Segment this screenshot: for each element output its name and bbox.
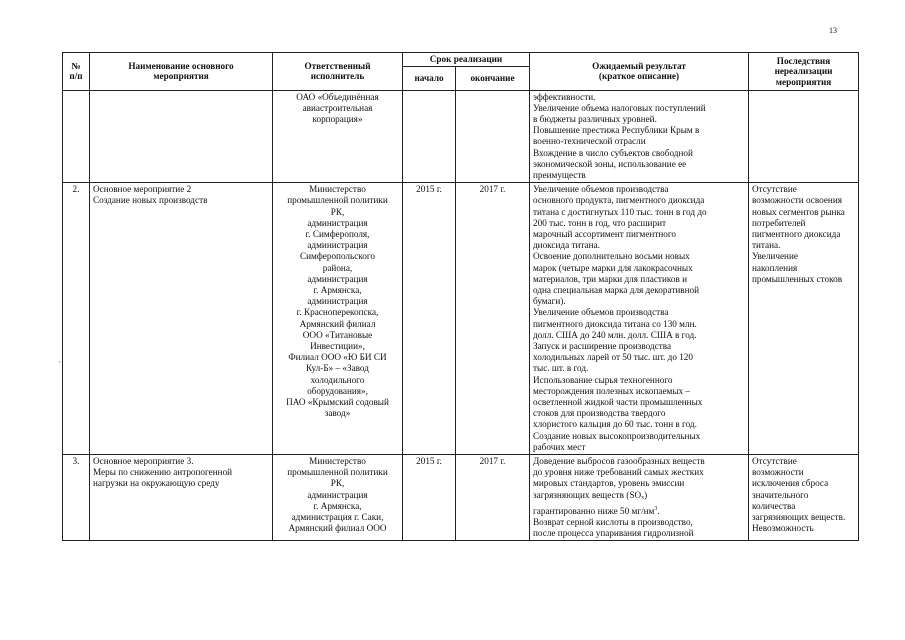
table-header xyxy=(63,53,859,91)
row-start xyxy=(403,90,456,183)
row-consequences: Отсутствие возможности исключения сброса значительного количества загрязняющих веществ. Невозможность xyxy=(749,455,859,541)
page-number: 13 xyxy=(829,26,837,35)
header-name: Наименование основного мероприятия xyxy=(90,53,273,91)
header-result: Ожидаемый результат (краткое описание) xyxy=(530,53,749,91)
margin-mark: ` xyxy=(58,360,61,369)
row-start: 2015 г. xyxy=(403,455,456,541)
row-name: Основное мероприятие 3. Меры по снижению антропогенной нагрузки на окружающую среду xyxy=(90,455,273,541)
row-executor: Министерство промышленной политики РК, администрация г. Симферополя, администрация Симферопольского района, администрация г. Армянска, администрация г. Красноперекопска, Армянский филиал ООО «Титановые Инвестиции», Филиал ООО «Ю БИ СИ Кул-Б» – «Завод холодильного оборудования», ПАО «Крымский содовый завод» xyxy=(273,183,403,455)
header-start: начало xyxy=(403,66,456,90)
row-name xyxy=(90,90,273,183)
row-name: Основное мероприятие 2 Создание новых производств xyxy=(90,183,273,455)
row-end: 2017 г. xyxy=(456,183,530,455)
row-consequences: Отсутствие возможности освоения новых сегментов рынка потребителей пигментного диоксида титана. Увеличение накопления промышленных стоков xyxy=(749,183,859,455)
table-row xyxy=(63,455,859,541)
header-consequences: Последствия нереализации мероприятия xyxy=(749,53,859,91)
header-num: № п/п xyxy=(63,53,90,91)
row-num: 3. xyxy=(63,455,90,541)
header-term: Срок реализации xyxy=(403,53,530,67)
row-end: 2017 г. xyxy=(456,455,530,541)
row-result: Доведение выбросов газообразных веществ до уровня ниже требований самых жестких мировых стандартов, уровень эмиссии загрязняющих веществ (SOx) гарантированно ниже 50 $мг/нм^3$. Возврат серной кислоты в производство, после процесса упаривания гидролизной xyxy=(530,455,749,541)
header-executor: Ответственный исполнитель xyxy=(273,53,403,91)
row-result: Увеличение объемов производства основного продукта, пигментного диоксида титана с достигнутых 110 тыс. тонн в год до 200 тыс. тонн в год, что расширит марочный ассортимент пигментного диоксида титана. Освоение дополнительно восьми новых марок (четыре марки для лакокрасочных материалов, три марки для пластиков и одна специальная марка для декоративной бумаги). Увеличение объемов производства пигментного диоксида титана со 130 млн. долл. США до 240 млн. долл. США в год. Запуск и расширение производства холодильных ларей от 50 тыс. шт. до 120 тыс. шт. в год. Использование сырья техногенного месторождения полезных ископаемых – осветленной жидкой части промышленных стоков для производства твердого хлористого кальция до 60 тыс. тонн в год. Создание новых высокопроизводительных рабочих мест xyxy=(530,183,749,455)
row-executor: Министерство промышленной политики РК, администрация г. Армянска, администрация г. Саки, Армянский филиал ООО xyxy=(273,455,403,541)
row-executor: ОАО «Объединённая авиастроительная корпорация» xyxy=(273,90,403,183)
row-start: 2015 г. xyxy=(403,183,456,455)
header-end: окончание xyxy=(456,66,530,90)
row-num: 2. xyxy=(63,183,90,455)
table-row xyxy=(63,90,859,183)
measures-table xyxy=(62,52,859,541)
row-consequences xyxy=(749,90,859,183)
row-end xyxy=(456,90,530,183)
table-row xyxy=(63,183,859,455)
row-result: эффективности. Увеличение объема налоговых поступлений в бюджеты различных уровней. Повышение престижа Республики Крым в военно-технической отрасли Вхождение в число субъектов свободной экономической зоны, использование ее преимуществ xyxy=(530,90,749,183)
row-num xyxy=(63,90,90,183)
